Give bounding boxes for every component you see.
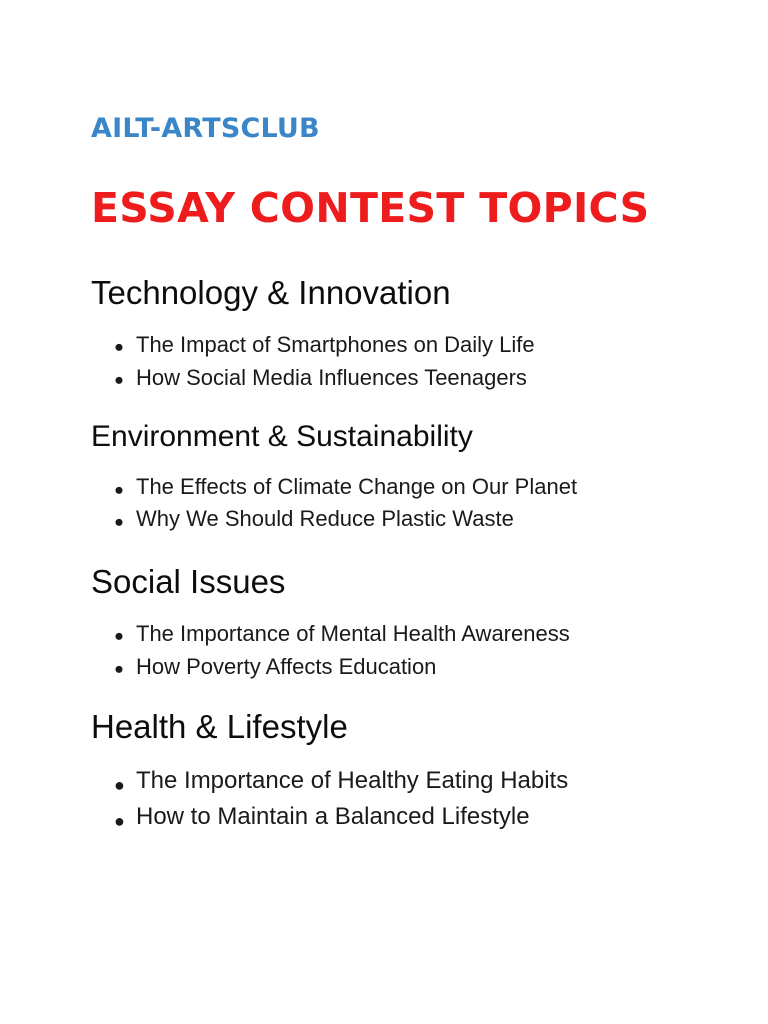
topic-list (91, 763, 751, 835)
bullet-icon: ● (114, 480, 124, 499)
section-technology-innovation (91, 274, 751, 394)
topic-text: How Poverty Affects Education (136, 653, 437, 679)
topic-item (91, 799, 751, 835)
bullet-icon: ● (114, 627, 124, 646)
topic-item (91, 763, 751, 799)
section-environment-sustainability (91, 420, 751, 535)
topic-text: The Importance of Mental Health Awareness (136, 620, 570, 646)
bullet-icon: ● (114, 512, 124, 531)
section-health-lifestyle (91, 708, 751, 835)
bullet-icon: ● (114, 660, 124, 679)
topic-list (91, 617, 751, 683)
topic-text: The Importance of Healthy Eating Habits (136, 766, 569, 794)
topic-text: How to Maintain a Balanced Lifestyle (136, 802, 530, 830)
topic-item (91, 328, 751, 361)
topic-item (91, 361, 751, 394)
section-heading: Health & Lifestyle (91, 708, 348, 745)
bullet-icon: ● (114, 371, 124, 390)
page-title: ESSAY CONTEST TOPICS (91, 184, 650, 232)
topic-item (91, 471, 751, 503)
topic-text: The Effects of Climate Change on Our Planet (136, 473, 578, 499)
club-name: AILT-ARTSCLUB (91, 113, 320, 144)
section-social-issues (91, 563, 751, 683)
section-heading: Social Issues (91, 563, 286, 600)
topic-text: The Impact of Smartphones on Daily Life (136, 331, 535, 357)
topic-item (91, 617, 751, 650)
topic-text: Why We Should Reduce Plastic Waste (136, 505, 514, 531)
bullet-icon: ● (114, 338, 124, 357)
topic-list (91, 328, 751, 394)
topic-item (91, 650, 751, 683)
bullet-icon: ● (114, 810, 125, 831)
topic-text: How Social Media Influences Teenagers (136, 364, 527, 390)
section-heading: Technology & Innovation (91, 274, 451, 311)
topic-item (91, 503, 751, 535)
topic-list (91, 471, 751, 535)
section-heading: Environment & Sustainability (91, 420, 473, 453)
bullet-icon: ● (114, 774, 125, 795)
